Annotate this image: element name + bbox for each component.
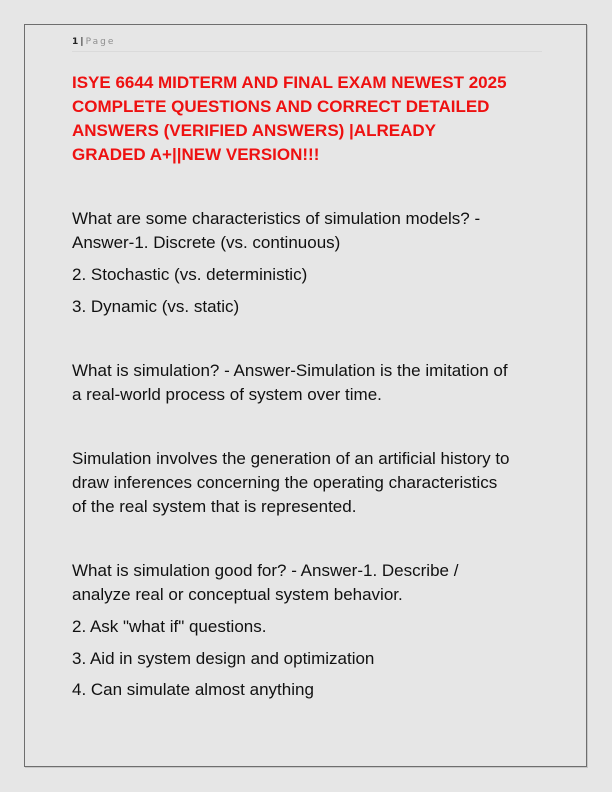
paragraph-line: draw inferences concerning the operating characteristics [72,473,498,492]
answer-item: 3. Aid in system design and optimization [72,649,375,668]
qa-characteristics [72,207,552,255]
document-title [72,71,552,167]
title-line: COMPLETE QUESTIONS AND CORRECT DETAILED [72,97,490,116]
title-line: ANSWERS (VERIFIED ANSWERS) |ALREADY [72,121,436,140]
answer-item: 2. Stochastic (vs. deterministic) [72,265,308,284]
simulation-paragraph [72,447,552,519]
answer-line: analyze real or conceptual system behavior. [72,585,403,604]
page-header [72,36,542,52]
answer-item: 4. Can simulate almost anything [72,680,314,699]
question-line: What is simulation? - Answer-Simulation is the imitation of [72,361,508,380]
answer-item: 2. Ask "what if" questions. [72,617,267,636]
qa-good-for [72,559,552,607]
question-line: What are some characteristics of simulation models? - [72,209,481,228]
qa-what-is-simulation [72,359,552,407]
title-line: ISYE 6644 MIDTERM AND FINAL EXAM NEWEST 2025 [72,73,507,92]
page-number: 1 [72,37,79,47]
answer-line: a real-world process of system over time. [72,385,382,404]
title-line: GRADED A+||NEW VERSION!!! [72,145,320,164]
answer-item: 3. Dynamic (vs. static) [72,297,240,316]
answer-line: Answer-1. Discrete (vs. continuous) [72,233,341,252]
page-label: Page [85,37,116,47]
paragraph-line: of the real system that is represented. [72,497,357,516]
paragraph-line: Simulation involves the generation of an artificial history to [72,449,510,468]
page-separator: | [80,37,84,47]
question-line: What is simulation good for? - Answer-1. Describe / [72,561,459,580]
